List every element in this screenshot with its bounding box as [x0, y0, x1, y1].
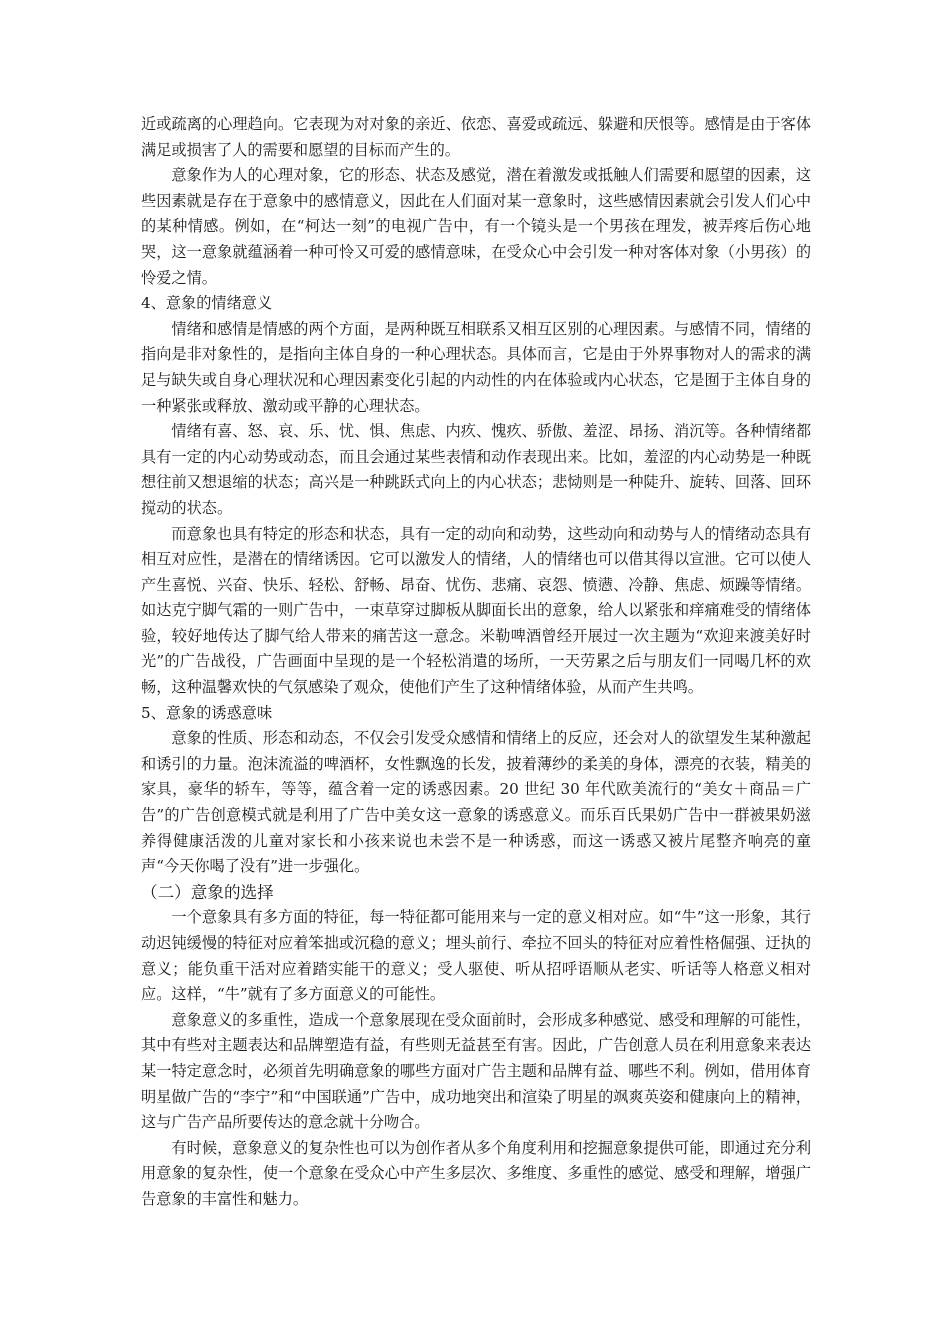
- section-heading-image-selection: （二）意象的选择: [141, 882, 274, 902]
- section-heading-5: 5、意象的诱惑意味: [141, 703, 273, 722]
- paragraph-multiple-meanings: 意象意义的多重性，造成一个意象展现在受众面前时，会形成多种感觉、感受和理解的可能性，其中有些对主题表达和品牌塑造有益，有些则无益甚至有害。因此，广告创意人员在利用意象来表达某一特定意念时，必须首先明确意象的哪些方面对广告主题和品牌有益、哪些不利。例如，借用体育明星做广告的“李宁”和“中国联通”广告中，成功地突出和渲染了明星的飒爽英姿和健康向上的精神，这与广告产品所要传达的意念就十分吻合。: [141, 1010, 811, 1132]
- paragraph-ox-example: 一个意象具有多方面的特征，每一特征都可能用来与一定的意义相对应。如“牛”这一形象，其行动迟钝缓慢的特征对应着笨拙或沉稳的意义；埋头前行、牵拉不回头的特征对应着性格倔强、迂执的意义；能负重干活对应着踏实能干的意义；受人驱使、听从招呼语顺从老实、听话等人格意义相对应。这样，“牛”就有了多方面意义的可能性。: [141, 908, 811, 1004]
- paragraph-mood-types: 情绪有喜、怒、哀、乐、忧、惧、焦虑、内疚、愧疚、骄傲、羞涩、昂扬、消沉等。各种情绪都具有一定的内心动势或动态，而且会通过某些表情和动作表现出来。比如，羞涩的内心动势是一种既想往前又想退缩的状态；高兴是一种跳跃式向上的内心状态；悲恸则是一种陡升、旋转、回落、回环搅动的状态。: [141, 422, 811, 517]
- paragraph-image-dynamics: 而意象也具有特定的形态和状态，具有一定的动向和动势，这些动向和动势与人的情绪动态具有相互对应性，是潜在的情绪诱因。它可以激发人的情绪，人的情绪也可以借其得以宣泄。它可以使人产生喜悦、兴奋、快乐、轻松、舒畅、昂奋、忧伤、悲痛、哀怨、愤懑、冷静、焦虑、烦躁等情绪。如达克宁脚气霜的一则广告中，一束草穿过脚板从脚面长出的意象，给人以紧张和痒痛难受的情绪体验，较好地传达了脚气给人带来的痛苦这一意念。米勒啤酒曾经开展过一次主题为“欢迎来渡美好时光”的广告战役，广告画面中呈现的是一个轻松消遣的场所，一天劳累之后与朋友们一同喝几杯的欢畅，这种温馨欢快的气氛感染了观众，使他们产生了这种情绪体验，从而产生共鸣。: [141, 524, 811, 697]
- paragraph-continuation: 近或疏离的心理趋向。它表现为对对象的亲近、依恋、喜爱或疏远、躲避和厌恨等。感情是由于客体满足或损害了人的需要和愿望的目标而产生的。: [141, 115, 811, 159]
- paragraph-complexity: 有时候，意象意义的复杂性也可以为创作者从多个角度利用和挖掘意象提供可能，即通过充分利用意象的复杂性，使一个意象在受众心中产生多层次、多维度、多重性的感觉、感受和理解，增强广告意象的丰富性和魅力。: [141, 1138, 811, 1208]
- document-body: [141, 112, 811, 1213]
- paragraph-emotional-meaning: 意象作为人的心理对象，它的形态、状态及感觉，潜在着激发或抵触人们需要和愿望的因素，这些因素就是存在于意象中的感情意义，因此在人们面对某一意象时，这些感情因素就会引发人们心中的某种情感。例如，在“柯达一刻”的电视广告中，有一个镜头是一个男孩在理发，被弄疼后伤心地哭，这一意象就蕴涵着一种可怜又可爱的感情意味，在受众心中会引发一种对客体对象（小男孩）的怜爱之情。: [141, 166, 811, 287]
- paragraph-temptation: 意象的性质、形态和动态，不仅会引发受众感情和情绪上的反应，还会对人的欲望发生某种激起和诱引的力量。泡沫流溢的啤酒杯，女性飘逸的长发，披着薄纱的柔美的身体，漂亮的衣装，精美的家具，豪华的轿车，等等，蕴含着一定的诱惑因素。20 世纪 30 年代欧美流行的“美女＋商品＝广告”的广告创意模式就是利用了广告中美女这一意象的诱惑意义。而乐百氏果奶广告中一群被果奶滋养得健康活泼的儿童对家长和小孩来说也未尝不是一种诱惑，而这一诱惑又被片尾整齐响亮的童声“今天你喝了没有”进一步强化。: [141, 729, 811, 876]
- paragraph-mood-definition: 情绪和感情是情感的两个方面，是两种既互相联系又相互区别的心理因素。与感情不同，情绪的指向是非对象性的，是指向主体自身的一种心理状态。具体而言，它是由于外界事物对人的需求的满足与缺失或自身心理状况和心理因素变化引起的内动性的内在体验或内心状态，它是囿于主体自身的一种紧张或释放、激动或平静的心理状态。: [141, 319, 811, 415]
- section-heading-4: 4、意象的情绪意义: [141, 294, 273, 313]
